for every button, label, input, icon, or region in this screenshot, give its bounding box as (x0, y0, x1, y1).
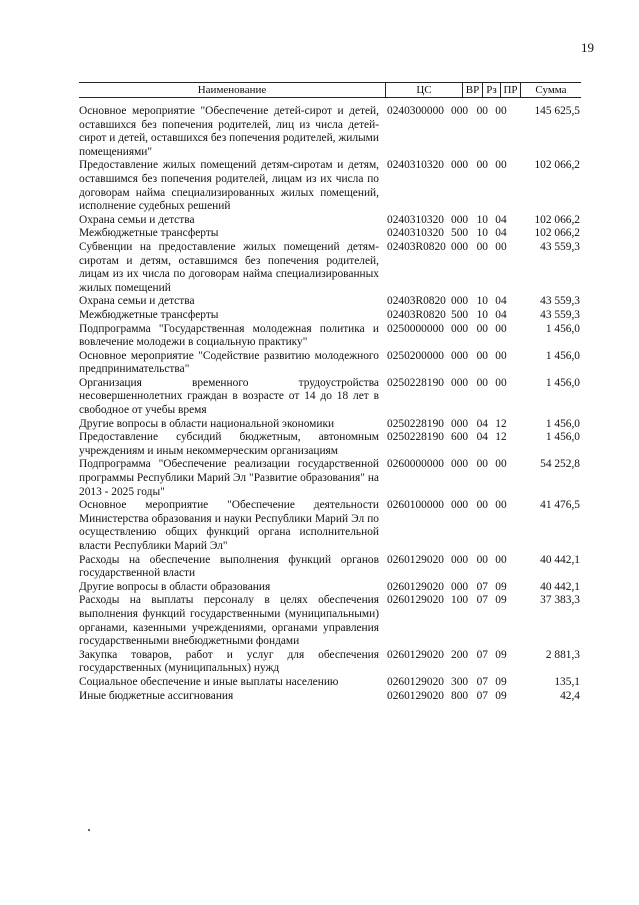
row-cs: 0250228190 (387, 431, 444, 444)
table-row (79, 594, 581, 648)
header-rz: Рз (483, 83, 501, 97)
row-pr: 12 (495, 431, 507, 444)
row-rz: 00 (476, 553, 488, 566)
row-rz: 07 (476, 648, 488, 661)
row-pr: 04 (495, 295, 507, 308)
row-sum: 1 456,0 (545, 376, 580, 389)
header-name: Наименование (79, 83, 386, 97)
row-rz: 04 (476, 417, 488, 430)
row-sum: 40 442,1 (540, 553, 580, 566)
table-row (79, 159, 581, 213)
row-name: Организация временного трудоустройства несовершеннолетних граждан в возрасте от 14 до 18 лет в свободное от учебы время (79, 376, 379, 417)
row-rz: 10 (476, 295, 488, 308)
table-row (79, 377, 581, 418)
row-pr: 00 (495, 105, 507, 117)
row-sum: 102 066,2 (534, 227, 580, 240)
row-cs: 0260129020 (387, 675, 444, 688)
row-vr: 000 (451, 159, 469, 172)
row-sum: 145 625,5 (534, 105, 580, 117)
row-cs: 0260129020 (387, 594, 444, 607)
row-pr: 00 (495, 553, 507, 566)
row-vr: 000 (451, 349, 469, 362)
row-vr: 000 (451, 580, 469, 593)
row-sum: 41 476,5 (540, 499, 580, 512)
table-row (79, 418, 581, 432)
row-cs: 0260129020 (387, 648, 444, 661)
row-rz: 00 (476, 240, 488, 253)
row-sum: 1 456,0 (545, 322, 580, 335)
row-rz: 10 (476, 308, 488, 321)
row-vr: 500 (451, 227, 469, 240)
row-name: Подпрограмма "Государственная молодежная политика и вовлечение молодежи в социальную практику" (79, 322, 379, 349)
scan-speck (88, 829, 90, 831)
row-name: Охрана семьи и детства (79, 213, 195, 226)
row-rz: 00 (476, 105, 488, 117)
row-rz: 07 (476, 594, 488, 607)
row-vr: 000 (451, 458, 469, 471)
row-cs: 0240310320 (387, 159, 444, 172)
table-row (79, 581, 581, 595)
table-body (79, 105, 581, 703)
row-cs: 0250000000 (387, 322, 444, 335)
row-rz: 10 (476, 227, 488, 240)
row-pr: 09 (495, 675, 507, 688)
row-cs: 02403R0820 (387, 240, 446, 253)
row-pr: 04 (495, 308, 507, 321)
row-name: Основное мероприятие "Содействие развитию молодежного предпринимательства" (79, 349, 379, 376)
row-vr: 000 (451, 295, 469, 308)
row-name: Расходы на выплаты персоналу в целях обеспечения выполнения функций государственными (муниципальными) органами, казенными учреждениями, органами управления государственными внебюджетными фондами (79, 594, 379, 648)
table-row (79, 323, 581, 350)
row-cs: 0260129020 (387, 553, 444, 566)
table-row (79, 649, 581, 676)
header-vr: ВР (463, 83, 483, 97)
row-sum: 2 881,3 (545, 648, 580, 661)
row-cs: 0250228190 (387, 417, 444, 430)
row-rz: 00 (476, 349, 488, 362)
table-row (79, 431, 581, 458)
table-row (79, 554, 581, 581)
header-sum: Сумма (535, 84, 567, 96)
row-name: Межбюджетные трансферты (79, 308, 219, 321)
row-cs: 02403R0820 (387, 308, 446, 321)
row-sum: 54 252,8 (540, 458, 580, 471)
row-cs: 0240310320 (387, 213, 444, 226)
table-row (79, 241, 581, 295)
row-name: Социальное обеспечение и иные выплаты населению (79, 675, 339, 688)
table-row (79, 227, 581, 241)
row-vr: 000 (451, 553, 469, 566)
row-rz: 00 (476, 322, 488, 335)
row-vr: 800 (451, 689, 469, 702)
budget-table (79, 82, 581, 703)
row-vr: 000 (451, 105, 469, 117)
row-name: Предоставление субсидий бюджетным, автономным учреждениям и иным некоммерческим организациям (79, 431, 379, 457)
row-pr: 00 (495, 499, 507, 512)
row-vr: 000 (451, 376, 469, 389)
row-name: Иные бюджетные ассигнования (79, 689, 234, 702)
row-name: Другие вопросы в области образования (79, 580, 271, 593)
row-pr: 12 (495, 417, 507, 430)
row-pr: 00 (495, 159, 507, 172)
row-vr: 000 (451, 240, 469, 253)
row-rz: 00 (476, 159, 488, 172)
row-pr: 00 (495, 240, 507, 253)
row-name: Субвенции на предоставление жилых помещений детям-сиротам и детям, оставшимся без попечения родителей, лицам из их числа по договорам найма специализированных жилых помещений (79, 240, 379, 294)
row-vr: 600 (451, 431, 469, 444)
row-pr: 00 (495, 322, 507, 335)
row-name: Предоставление жилых помещений детям-сиротам и детям, оставшимся без попечения родителей, лицам из их числа по договорам найма специализированных жилых помещений, исполнение судебных решений (79, 159, 379, 213)
row-pr: 00 (495, 376, 507, 389)
row-name: Охрана семьи и детства (79, 295, 195, 308)
table-row (79, 676, 581, 690)
row-cs: 0260129020 (387, 689, 444, 702)
row-pr: 00 (495, 458, 507, 471)
page-number: 19 (581, 40, 594, 55)
row-vr: 100 (451, 594, 469, 607)
header-cs: ЦС (386, 83, 463, 97)
table-row (79, 214, 581, 228)
row-sum: 43 559,3 (540, 308, 580, 321)
table-row (79, 499, 581, 553)
table-header (79, 82, 581, 98)
header-pr: ПР (501, 83, 521, 97)
row-vr: 300 (451, 675, 469, 688)
table-row (79, 295, 581, 309)
row-vr: 500 (451, 308, 469, 321)
row-cs: 0240300000 (387, 105, 444, 117)
row-sum: 43 559,3 (540, 295, 580, 308)
row-name: Межбюджетные трансферты (79, 227, 219, 240)
row-name: Расходы на обеспечение выполнения функций органов государственной власти (79, 553, 379, 580)
row-rz: 00 (476, 499, 488, 512)
row-sum: 102 066,2 (534, 159, 580, 172)
row-vr: 000 (451, 213, 469, 226)
row-rz: 07 (476, 580, 488, 593)
row-name: Подпрограмма "Обеспечение реализации государственной программы Республики Марий Эл "Развитие образования" на 2013 - 2025 годы" (79, 458, 379, 498)
row-cs: 0260000000 (387, 458, 444, 471)
row-cs: 0260129020 (387, 580, 444, 593)
row-name: Другие вопросы в области национальной экономики (79, 417, 335, 430)
row-pr: 09 (495, 648, 507, 661)
row-sum: 1 456,0 (545, 417, 580, 430)
row-vr: 200 (451, 648, 469, 661)
row-pr: 00 (495, 349, 507, 362)
row-name: Основное мероприятие "Обеспечение деятельности Министерства образования и науки Республики Марий Эл по осуществлению общих функций органа исполнительной власти Республики Марий Эл" (79, 499, 379, 552)
row-rz: 00 (476, 458, 488, 471)
row-pr: 04 (495, 213, 507, 226)
row-rz: 10 (476, 213, 488, 226)
table-row (79, 458, 581, 499)
row-cs: 0260100000 (387, 499, 444, 512)
row-name: Закупка товаров, работ и услуг для обеспечения государственных (муниципальных) нужд (79, 648, 379, 675)
row-sum: 135,1 (554, 675, 580, 688)
table-row (79, 309, 581, 323)
row-pr: 09 (495, 689, 507, 702)
row-vr: 000 (451, 499, 469, 512)
table-row (79, 690, 581, 704)
row-sum: 40 442,1 (540, 580, 580, 593)
row-rz: 07 (476, 689, 488, 702)
row-cs: 0250228190 (387, 376, 444, 389)
row-sum: 37 383,3 (540, 594, 580, 607)
row-rz: 07 (476, 675, 488, 688)
row-sum: 43 559,3 (540, 240, 580, 253)
row-rz: 00 (476, 376, 488, 389)
row-pr: 09 (495, 580, 507, 593)
row-cs: 0250200000 (387, 349, 444, 362)
row-cs: 0240310320 (387, 227, 444, 240)
row-pr: 04 (495, 227, 507, 240)
row-cs: 02403R0820 (387, 295, 446, 308)
row-vr: 000 (451, 417, 469, 430)
row-rz: 04 (476, 431, 488, 444)
row-sum: 102 066,2 (534, 213, 580, 226)
row-pr: 09 (495, 594, 507, 607)
row-sum: 1 456,0 (545, 431, 580, 444)
row-vr: 000 (451, 322, 469, 335)
row-sum: 42,4 (560, 689, 580, 702)
table-row (79, 105, 581, 159)
row-name: Основное мероприятие "Обеспечение детей-сирот и детей, оставшихся без попечения родителей, лиц из числа детей-сирот и детей, оставшихся без попечения родителей, жилыми помещениями" (79, 105, 379, 158)
table-row (79, 350, 581, 377)
row-sum: 1 456,0 (545, 349, 580, 362)
